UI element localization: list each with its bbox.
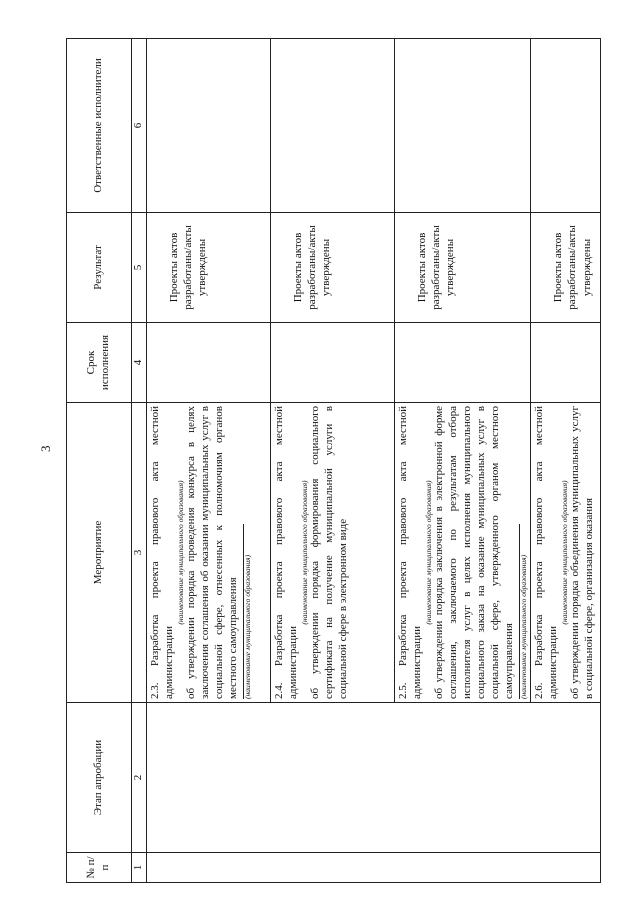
result-cell: Проекты актов разработаны/акты утверждены xyxy=(394,213,530,323)
deadline-cell xyxy=(270,323,394,403)
event-body: об утверждении порядка заключения в электронной форме соглашения, заключаемого по результатам отбора исполнителя услуг в целях исполнения муниципального социального заказа на оказание муниципальных услуг в социальной сфере, утвержденного органом местного самоуправления xyxy=(432,406,515,699)
colnum-5: 5 xyxy=(132,213,147,323)
event-title-note: (наименование муниципального образования) xyxy=(559,480,569,625)
event-body: об утверждении порядка объединения муниципальных услуг в социальной сфере, организация оказания xyxy=(569,406,596,699)
responsible-cell xyxy=(270,39,394,213)
header-row xyxy=(67,39,132,883)
cell-number xyxy=(146,853,600,883)
colnum-3: 3 xyxy=(132,403,147,703)
header-responsible: Ответственные исполнители xyxy=(67,39,132,213)
header-deadline: Срок исполнения xyxy=(67,323,132,403)
event-title: 2.6. Разработка проекта правового акта местной администрации xyxy=(533,406,559,699)
colnum-4: 4 xyxy=(132,323,147,403)
event-body: об утверждении порядка проведения конкурса в целях заключения соглашения об оказании муниципальных услуг в социальной сфере, отнесенных к полномочиям органов местного самоуправления xyxy=(184,406,239,699)
deadline-cell xyxy=(394,323,530,403)
header-event: Мероприятие xyxy=(67,403,132,703)
event-cell xyxy=(146,403,270,703)
event-title-note: (наименование муниципального образования) xyxy=(175,480,185,625)
column-number-row xyxy=(132,39,147,883)
event-title: 2.3. Разработка проекта правового акта местной администрации xyxy=(148,406,175,699)
cell-stage xyxy=(146,703,600,853)
event-title-note: (наименование муниципального образования) xyxy=(299,480,309,625)
event-cell xyxy=(531,403,601,703)
event-cell xyxy=(270,403,394,703)
result-cell: Проекты актов разработаны/акты утверждены xyxy=(270,213,394,323)
table-row xyxy=(146,39,270,883)
colnum-6: 6 xyxy=(132,39,147,213)
result-cell: Проекты актов разработаны/акты утверждены xyxy=(531,213,601,323)
event-title: 2.5. Разработка проекта правового акта местной администрации xyxy=(396,406,423,699)
colnum-2: 2 xyxy=(132,703,147,853)
event-title: 2.4. Разработка проекта правового акта местной администрации xyxy=(272,406,299,699)
event-body-note: (наименование муниципального образования) xyxy=(519,524,528,699)
event-body: об утверждении порядка формирования социального сертификата на получение муниципальной услуги в социальной сфере в электронном виде xyxy=(308,406,349,699)
page-number: 3 xyxy=(38,445,53,452)
responsible-cell xyxy=(146,39,270,213)
result-cell: Проекты актов разработаны/акты утверждены xyxy=(146,213,270,323)
plan-table xyxy=(66,38,601,883)
colnum-1: 1 xyxy=(132,853,147,883)
deadline-cell xyxy=(146,323,270,403)
event-body-note: (наименование муниципального образования) xyxy=(243,524,252,699)
deadline-cell xyxy=(531,323,601,403)
header-result: Результат xyxy=(67,213,132,323)
responsible-cell xyxy=(531,39,601,213)
rotated-table-container xyxy=(66,38,601,883)
header-stage: Этап апробации xyxy=(67,703,132,853)
event-cell xyxy=(394,403,530,703)
header-number: № п/п xyxy=(67,853,132,883)
event-title-note: (наименование муниципального образования) xyxy=(423,480,433,625)
responsible-cell xyxy=(394,39,530,213)
